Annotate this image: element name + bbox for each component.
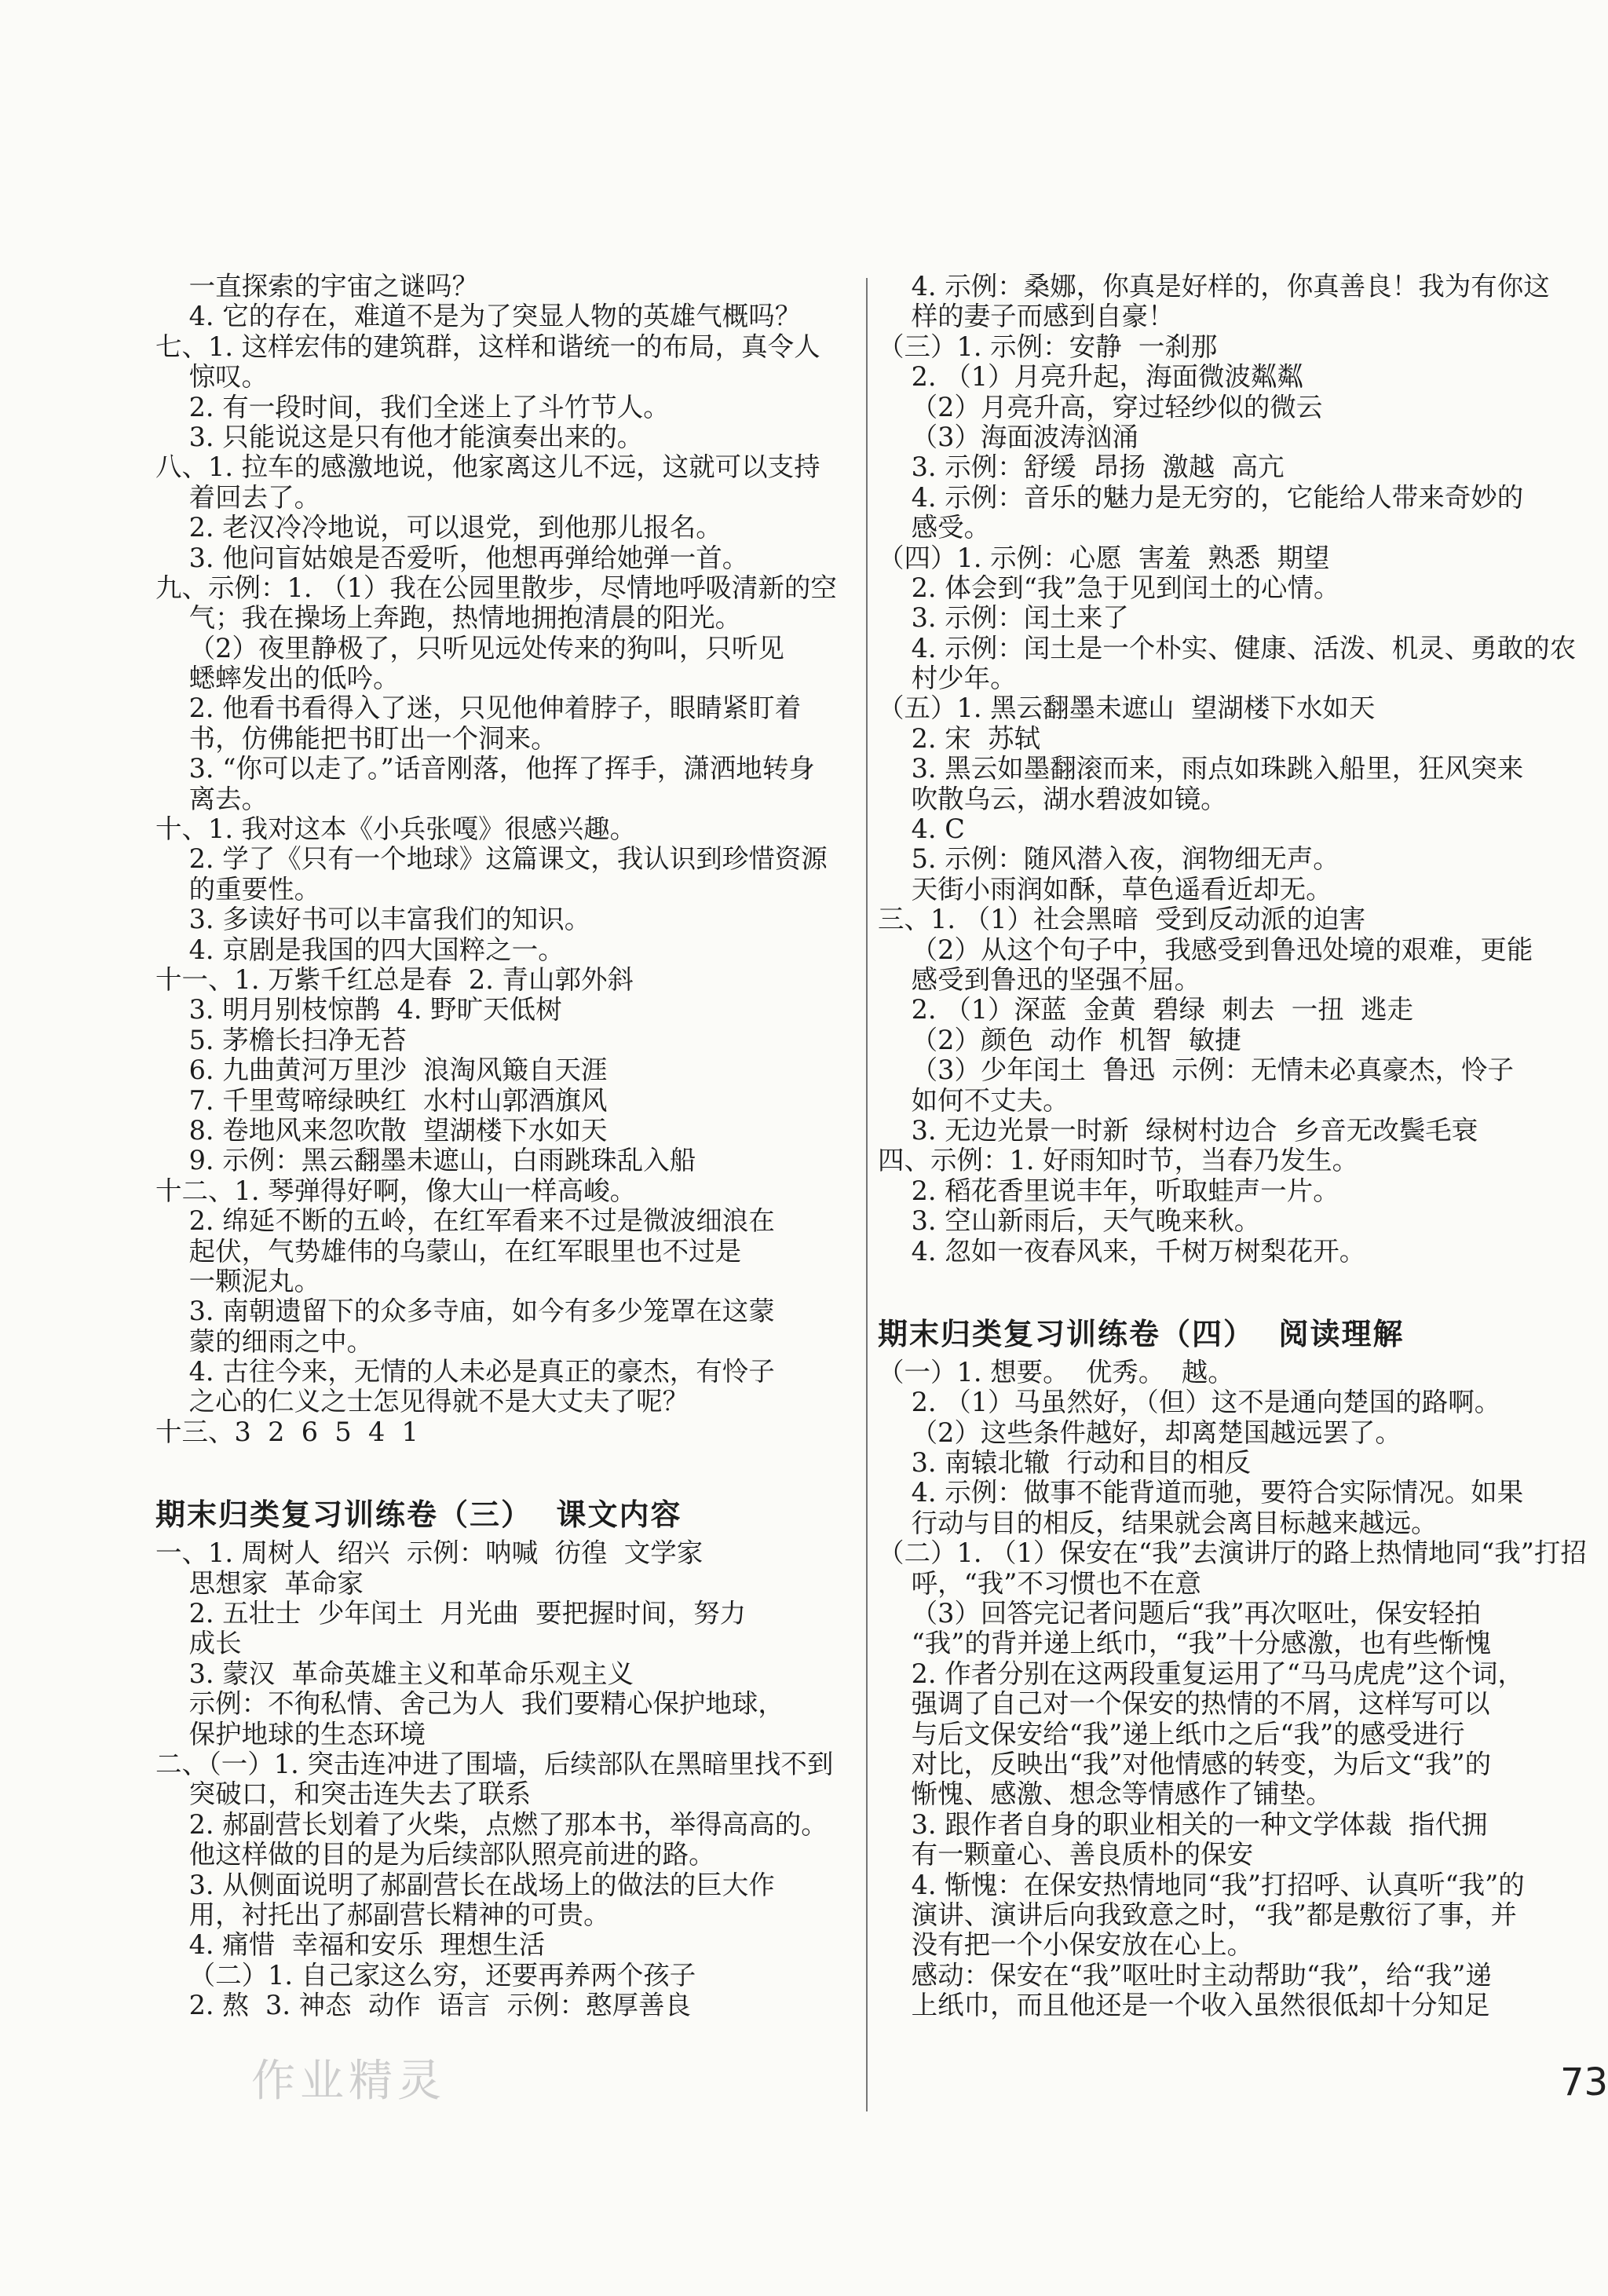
answer-line: 样的妻子而感到自豪！ bbox=[878, 301, 1175, 332]
answer-line: 3. 南辕北辙 行动和目的相反 bbox=[878, 1447, 1252, 1479]
answer-line: 成长 bbox=[155, 1628, 242, 1659]
answer-line: （2）夜里静极了，只听见远处传来的狗叫，只听见 bbox=[155, 632, 784, 664]
answer-line: 2. （1）月亮升起，海面微波粼粼 bbox=[878, 361, 1304, 393]
answer-line: 2. 绵延不断的五岭，在红军看来不过是微波细浪在 bbox=[155, 1205, 775, 1237]
answer-line: 2. 老汉冷冷地说，可以退党，到他那儿报名。 bbox=[155, 512, 722, 543]
answer-line: 3. 多读好书可以丰富我们的知识。 bbox=[155, 904, 591, 935]
answer-line: （3）海面波涛汹涌 bbox=[878, 421, 1138, 452]
answer-line: 4. 示例：桑娜，你真是好样的，你真善良！我为有你这 bbox=[878, 271, 1550, 302]
answer-line: 八、1. 拉车的感激地说，他家离这儿不远，这就可以支持 bbox=[155, 452, 820, 483]
answer-line: 十二、1. 琴弹得好啊，像大山一样高峻。 bbox=[155, 1175, 637, 1206]
watermark: 作业精灵 bbox=[251, 2056, 446, 2107]
answer-line: 2. 稻花香里说丰年，听取蛙声一片。 bbox=[878, 1175, 1339, 1206]
answer-line: 3. 跟作者自身的职业相关的一种文学体裁 指代拥 bbox=[878, 1808, 1488, 1840]
answer-line: 演讲、演讲后向我致意之时，“我”都是敷衍了事，并 bbox=[878, 1899, 1517, 1930]
answer-line: 上纸巾，而且他还是一个收入虽然很低却十分知足 bbox=[878, 1990, 1490, 2021]
answer-line: 3. 示例：舒缓 昂扬 激越 高亢 bbox=[878, 452, 1285, 483]
answer-line: 起伏，气势雄伟的乌蒙山，在红军眼里也不过是 bbox=[155, 1235, 742, 1267]
answer-line: 3. 黑云如墨翻滚而来，雨点如珠跳入船里，狂风突来 bbox=[878, 753, 1524, 784]
answer-line: 4. C bbox=[878, 813, 965, 845]
answer-line: 3. 无边光景一时新 绿树村边合 乡音无改鬓毛衰 bbox=[878, 1114, 1478, 1146]
answer-line: 4. 惭愧：在保安热情地同“我”打招呼、认真听“我”的 bbox=[878, 1869, 1525, 1900]
answer-line: 3. “你可以走了。”话音刚落，他挥了挥手，潇洒地转身 bbox=[155, 753, 815, 784]
answer-line: 他这样做的目的是为后续部队照亮前进的路。 bbox=[155, 1839, 715, 1870]
answer-line: 天街小雨润如酥，草色遥看近却无。 bbox=[878, 873, 1332, 905]
answer-line: 2. （1）深蓝 金黄 碧绿 刺去 一扭 逃走 bbox=[878, 994, 1414, 1026]
answer-line: （2）从这个句子中，我感受到鲁迅处境的艰难，更能 bbox=[878, 934, 1533, 965]
answer-line: 示例：不徇私情、舍己为人 我们要精心保护地球， bbox=[155, 1688, 784, 1720]
answer-line: 4. 示例：音乐的魅力是无穷的，它能给人带来奇妙的 bbox=[878, 481, 1524, 513]
answer-line: 5. 示例：随风潜入夜，润物细无声。 bbox=[878, 843, 1339, 875]
right-column bbox=[878, 271, 1587, 2021]
answer-line: 思想家 革命家 bbox=[155, 1567, 364, 1599]
answer-line: 着回去了。 bbox=[155, 481, 321, 513]
answer-line: 突破口，和突击连失去了联系 bbox=[155, 1779, 532, 1810]
answer-line: 4. 示例：做事不能背道而驰，要符合实际情况。如果 bbox=[878, 1477, 1524, 1508]
answer-line: （2）颜色 动作 机智 敏捷 bbox=[878, 1024, 1241, 1055]
answer-line: 3. 他问盲姑娘是否爱听，他想再弹给她弹一首。 bbox=[155, 542, 749, 573]
answer-line: 3. 从侧面说明了郝副营长在战场上的做法的巨大作 bbox=[155, 1869, 775, 1900]
answer-line: 行动与目的相反，结果就会离目标越来越远。 bbox=[878, 1507, 1438, 1538]
answer-line: 4. 痛惜 幸福和安乐 理想生活 bbox=[155, 1929, 546, 1961]
answer-line: 3. 示例：闰土来了 bbox=[878, 602, 1129, 634]
answer-line: 吹散乌云，湖水碧波如镜。 bbox=[878, 783, 1227, 814]
answer-line: 2. 作者分别在这两段重复运用了“马马虎虎”这个词， bbox=[878, 1658, 1524, 1689]
answer-line: 没有把一个小保安放在心上。 bbox=[878, 1929, 1254, 1961]
answer-line: 2. 宋 苏轼 bbox=[878, 722, 1041, 754]
answer-line: 如何不丈夫。 bbox=[878, 1084, 1069, 1116]
answer-line: 二、（一）1. 突击连冲进了围墙，后续部队在黑暗里找不到 bbox=[155, 1748, 834, 1779]
answer-line: 8. 卷地风来忽吹散 望湖楼下水如天 bbox=[155, 1114, 608, 1146]
answer-line: 惊叹。 bbox=[155, 361, 269, 393]
answer-line: 5. 茅檐长扫净无苔 bbox=[155, 1024, 407, 1055]
answer-line: 十、1. 我对这本《小兵张嘎》很感兴趣。 bbox=[155, 813, 637, 845]
section-title: 期末归类复习训练卷（四） 阅读理解 bbox=[878, 1315, 1405, 1351]
answer-line: 四、示例：1. 好雨知时节，当春乃发生。 bbox=[878, 1145, 1359, 1176]
answer-line: 3. 只能说这是只有他才能演奏出来的。 bbox=[155, 421, 644, 452]
page-number: 73 bbox=[1560, 2060, 1608, 2104]
answer-line: 7. 千里莺啼绿映红 水村山郭酒旗风 bbox=[155, 1084, 608, 1116]
answer-line: 离去。 bbox=[155, 783, 269, 814]
answer-line: 七、1. 这样宏伟的建筑群，这样和谐统一的布局，真令人 bbox=[155, 331, 820, 362]
answer-line: 惭愧、感激、想念等情感作了铺垫。 bbox=[878, 1779, 1332, 1810]
answer-line: 十三、3 2 6 5 4 1 bbox=[155, 1416, 418, 1447]
answer-line: 2. 有一段时间，我们全迷上了斗竹节人。 bbox=[155, 391, 670, 422]
answer-line: 3. 南朝遗留下的众多寺庙，如今有多少笼罩在这蒙 bbox=[155, 1296, 775, 1327]
section-title: 期末归类复习训练卷（三） 课文内容 bbox=[155, 1497, 682, 1533]
answer-line: “我”的背并递上纸巾，“我”十分感激，也有些惭愧 bbox=[878, 1628, 1492, 1659]
answer-line: 村少年。 bbox=[878, 663, 1017, 694]
answer-line: 6. 九曲黄河万里沙 浪淘风簸自天涯 bbox=[155, 1055, 608, 1086]
answer-line: 对比，反映出“我”对他情感的转变，为后文“我”的 bbox=[878, 1748, 1492, 1779]
answer-line: 2. （1）马虽然好，（但）这不是通向楚国的路啊。 bbox=[878, 1387, 1501, 1418]
answer-line: 2. 体会到“我”急于见到闰土的心情。 bbox=[878, 572, 1340, 603]
answer-line: 感受到鲁迅的坚强不屈。 bbox=[878, 963, 1201, 995]
answer-line: 三、1. （1）社会黑暗 受到反动派的迫害 bbox=[878, 904, 1366, 935]
answer-line: 与后文保安给“我”递上纸巾之后“我”的感受进行 bbox=[878, 1718, 1465, 1749]
answer-line: 2. 郝副营长划着了火柴，点燃了那本书，举得高高的。 bbox=[155, 1808, 828, 1840]
answer-line: 蒙的细雨之中。 bbox=[155, 1325, 374, 1357]
answer-line: 3. 空山新雨后，天气晚来秋。 bbox=[878, 1205, 1261, 1237]
answer-line: 的重要性。 bbox=[155, 873, 321, 905]
spacer bbox=[155, 1447, 854, 1491]
answer-line: 4. 示例：闰土是一个朴实、健康、活泼、机灵、勇敢的农 bbox=[878, 632, 1577, 664]
answer-line: 4. 京剧是我国的四大国粹之一。 bbox=[155, 934, 565, 965]
answer-line: 4. 忽如一夜春风来，千树万树梨花开。 bbox=[878, 1235, 1366, 1267]
answer-line: 十一、1. 万紫千红总是春 2. 青山郭外斜 bbox=[155, 963, 634, 995]
answer-line: （3）回答完记者问题后“我”再次呕吐，保安轻拍 bbox=[878, 1598, 1482, 1629]
answer-line: 感动：保安在“我”呕吐时主动帮助“我”，给“我”递 bbox=[878, 1959, 1492, 1991]
answer-line: （二）1. （1）保安在“我”去演讲厅的路上热情地同“我”打招 bbox=[878, 1537, 1587, 1569]
answer-line: 2. 熬 3. 神态 动作 语言 示例：憨厚善良 bbox=[155, 1990, 692, 2021]
answer-line: （五）1. 黑云翻墨未遮山 望湖楼下水如天 bbox=[878, 693, 1376, 724]
answer-line: 3. 明月别枝惊鹊 4. 野旷天低树 bbox=[155, 994, 562, 1026]
answer-line: 保护地球的生态环境 bbox=[155, 1718, 426, 1749]
answer-line: 2. 五壮士 少年闰土 月光曲 要把握时间，努力 bbox=[155, 1598, 747, 1629]
answer-line: 一直探索的宇宙之谜吗？ bbox=[155, 271, 479, 302]
answer-line: 强调了自己对一个保安的热情的不屑，这样写可以 bbox=[878, 1688, 1490, 1720]
answer-line: 气；我在操场上奔跑，热情地拥抱清晨的阳光。 bbox=[155, 602, 742, 634]
answer-line: 一、1. 周树人 绍兴 示例：呐喊 彷徨 文学家 bbox=[155, 1537, 704, 1569]
answer-line: 有一颗童心、善良质朴的保安 bbox=[878, 1839, 1254, 1870]
answer-line: 书，仿佛能把书盯出一个洞来。 bbox=[155, 722, 557, 754]
column-divider bbox=[866, 278, 868, 2111]
answer-line: （2）月亮升高，穿过轻纱似的微云 bbox=[878, 391, 1323, 422]
answer-line: 2. 他看书看得入了迷，只见他伸着脖子，眼睛紧盯着 bbox=[155, 693, 802, 724]
answer-line: 9. 示例：黑云翻墨未遮山，白雨跳珠乱入船 bbox=[155, 1145, 696, 1176]
answer-line: （3）少年闰土 鲁迅 示例：无情未必真豪杰，怜子 bbox=[878, 1055, 1515, 1086]
answer-line: （三）1. 示例：安静 一刹那 bbox=[878, 331, 1218, 362]
answer-line: 用，衬托出了郝副营长精神的可贵。 bbox=[155, 1899, 610, 1930]
answer-line: 九、示例：1. （1）我在公园里散步，尽情地呼吸清新的空 bbox=[155, 572, 837, 603]
answer-line: 呼，“我”不习惯也不在意 bbox=[878, 1567, 1201, 1599]
left-column bbox=[155, 272, 854, 2020]
answer-line: 2. 学了《只有一个地球》这篇课文，我认识到珍惜资源 bbox=[155, 843, 828, 875]
answer-line: 蟋蟀发出的低吟。 bbox=[155, 663, 400, 694]
answer-line: （二）1. 自己家这么穷，还要再养两个孩子 bbox=[155, 1959, 696, 1991]
answer-line: （2）这些条件越好，却离楚国越远罢了。 bbox=[878, 1417, 1402, 1448]
answer-line: 4. 古往今来，无情的人未必是真正的豪杰，有怜子 bbox=[155, 1356, 775, 1387]
answer-line: 感受。 bbox=[878, 512, 991, 543]
answer-line: （四）1. 示例：心愿 害羞 熟悉 期望 bbox=[878, 542, 1330, 573]
answer-line: 之心的仁义之士怎见得就不是大丈夫了呢？ bbox=[155, 1386, 689, 1417]
answer-line: （一）1. 想要。 优秀。 越。 bbox=[878, 1356, 1234, 1387]
answer-line: 3. 蒙汉 革命英雄主义和革命乐观主义 bbox=[155, 1658, 634, 1689]
spacer bbox=[878, 1267, 1577, 1311]
answer-line: 一颗泥丸。 bbox=[155, 1265, 321, 1296]
answer-line: 4. 它的存在，难道不是为了突显人物的英雄气概吗？ bbox=[155, 301, 802, 332]
